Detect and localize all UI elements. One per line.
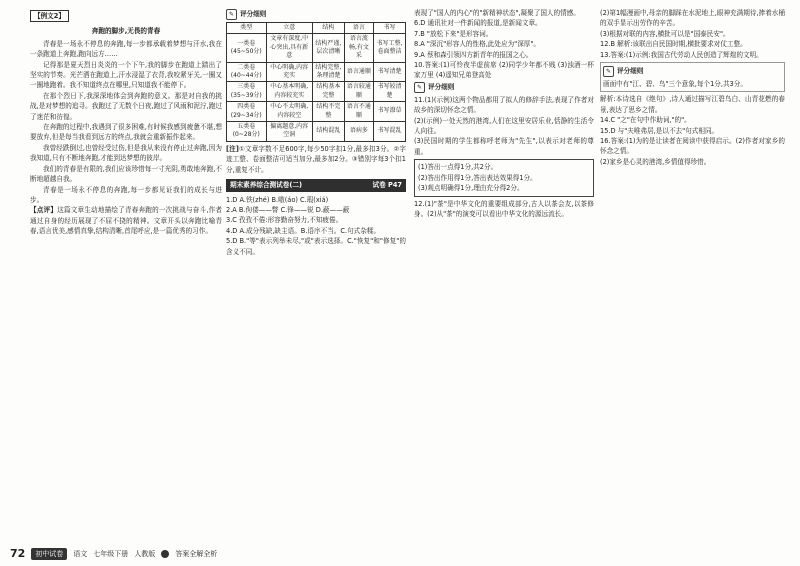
- table-cell: 结构基本完整: [312, 82, 344, 102]
- table-cell: 语言流畅,有文采: [344, 34, 373, 62]
- answer-item: (2)第1幅漫画中,母亲的脚踩在水泥地上,眼神充满期待,捧着水桶的双手显示出劳作的辛苦。: [600, 9, 785, 28]
- answer-item: 12.B 解析:该联出自民国时期,横批要求对仗工整。: [600, 40, 747, 49]
- table-cell: 中心明确,内容充实: [266, 62, 312, 82]
- scoring-item: (3)观点明确得1分,理由充分得2分。: [418, 184, 524, 193]
- answer-item: 1.D A.铁(zhé) B.嗷(áo) C.瑕(xiá): [226, 195, 329, 204]
- table-cell: 书写工整,卷面整洁: [374, 34, 406, 62]
- answer-column-3: [414, 8, 594, 219]
- answer-item: 10.答案:(1)可怜夜半虚前席 (2)同学少年都不贱 (3)浊酒一杯家万里 (4)遥知兄弟登高处: [414, 61, 594, 80]
- table-cell: 一类卷(45~50分): [227, 34, 267, 62]
- pen-icon: ✎: [603, 66, 614, 77]
- table-cell: 中心不太明确,内容较空: [266, 102, 312, 122]
- subject-label: 语文: [73, 549, 88, 558]
- answer-item: 5.D B."等"表示列举未尽,"或"表示选择。C."恢复"和"修复"的含义不同。: [226, 237, 406, 256]
- table-cell: 语言通顺: [344, 62, 373, 82]
- table-cell: 二类卷(40~44分): [227, 62, 267, 82]
- answer-item: 15.D 与"夫唯弗居,是以不去"句式相同。: [600, 126, 719, 135]
- table-cell: 结构不完整: [312, 102, 344, 122]
- note-label: [注]: [226, 144, 239, 153]
- table-note: [226, 144, 406, 175]
- answer-item: (3)民国时期的学生都称呼老师为"先生",以表示对老师的尊重。: [414, 137, 594, 156]
- scoring-column: [226, 8, 406, 257]
- scoring-item: (2)答出作用得1分,答出表达效果得1分。: [418, 173, 537, 182]
- table-header: 立意: [266, 23, 312, 34]
- answer-item: 2.A B.佝偻——瞥 C.锋——锐 D.蔽——蔽: [226, 205, 350, 214]
- answer-item: 16.答案:(1)为的是让读者在阅读中获得启示。(2)作者对家乡的怀念之情。: [600, 137, 785, 156]
- example-tag: 【例文2】: [30, 10, 69, 22]
- answer-badge: 答案全解全析: [175, 549, 218, 558]
- table-header-row: [227, 23, 406, 34]
- note-text: ①文章字数不足600字,每少50字扣1分,最多扣3分。②字迹工整、卷面整洁可适当加分,最多加2分。③错别字每3个扣1分,重复不计。: [226, 144, 406, 174]
- grade-label: 七年级下册: [93, 549, 129, 558]
- scoring-title: 评分细则: [428, 83, 455, 92]
- page-footer: [10, 547, 217, 560]
- answer-continuation: 表现了"国人的内心"的"新精神状态",凝聚了国人的情感。: [414, 9, 580, 17]
- essay-column: [30, 8, 222, 237]
- scoring-section-header: [414, 82, 594, 93]
- table-cell: 书写混乱: [374, 122, 406, 142]
- answer-item: 9.A 蔡和森引领四方新青年的报国之心。: [414, 50, 533, 59]
- comment-tag: 【点评】: [30, 206, 58, 215]
- scoring-box: [600, 62, 785, 92]
- table-cell: 书写潦草: [374, 102, 406, 122]
- table-row: [227, 34, 406, 62]
- essay-paragraph: 在那个烈日下,我深深地体会到奔跑的意义。那是对自我的挑战,是对梦想的追寻。我跑过了无数个日夜,跑过了风雨和泥泞,跑过了迷茫和彷徨。: [30, 91, 222, 121]
- answer-item: 3.C 孜孜不倦:形容勤奋努力,不知疲倦。: [226, 216, 343, 225]
- table-header: 书写: [374, 23, 406, 34]
- answer-item: (2)(示例)一处天然的港湾,人们在这里安居乐业,恬静的生活令人向往。: [414, 116, 594, 136]
- exam-title-bar: [226, 179, 406, 191]
- table-cell: 结构严谨,层次清晰: [312, 34, 344, 62]
- scoring-section-header: [603, 66, 782, 77]
- table-row: [227, 82, 406, 102]
- table-row: [227, 122, 406, 142]
- table-header: 结构: [312, 23, 344, 34]
- table-cell: 书写清楚: [374, 62, 406, 82]
- answer-item: 13.答案:(1)示例:我国古代劳动人民创造了辉煌的文明。: [600, 50, 763, 59]
- scoring-title: 评分细则: [240, 10, 267, 19]
- answer-column-4: [600, 8, 785, 167]
- essay-paragraph: 青春是一场永不停息的奔跑,每一步都见证我们的成长与进步。: [30, 185, 222, 204]
- answer-item: 11.(1)(示例)这两个物品都用了拟人的修辞手法,表现了作者对故乡的深切怀念之情。: [414, 95, 594, 115]
- table-header: 类型: [227, 23, 267, 34]
- table-row: [227, 102, 406, 122]
- table-cell: 文章有深度,中心突出,具有新意: [266, 34, 312, 62]
- table-cell: 四类卷(29~34分): [227, 102, 267, 122]
- table-cell: 结构完整,条理清楚: [312, 62, 344, 82]
- scoring-title: 评分细则: [617, 67, 644, 76]
- essay-paragraph: 我们的青春是有限的,我们应该珍惜每一寸光阴,勇敢地奔跑,不断地超越自我。: [30, 164, 222, 184]
- scoring-note: 画面中有"江、碧、鸟"三个意象,每个1分,共3分。: [603, 80, 747, 89]
- answer-item: 解析:本诗选自《绝句》,诗人通过描写江碧鸟白、山青花燃的春景,表达了思乡之情。: [600, 95, 785, 114]
- table-cell: 结构混乱: [312, 122, 344, 142]
- page-number: 72: [10, 547, 26, 560]
- scoring-box: [414, 159, 594, 196]
- essay-title: 奔跑的脚步,无畏的青春: [91, 27, 161, 36]
- table-cell: 语病多: [344, 122, 373, 142]
- scoring-section-header: [226, 9, 406, 20]
- table-cell: 中心基本明确,内容较充实: [266, 82, 312, 102]
- comment-text: 这篇文章生动地描绘了青春奔跑的一次挑战与奋斗,作者通过自身的经历展现了不屈不挠的精神。文章开头以奔跑比喻青春,语言优美,感情真挚,结构清晰,首尾呼应,是一篇优秀的习作。: [30, 206, 222, 236]
- table-cell: 五类卷(0~28分): [227, 122, 267, 142]
- table-cell: 三类卷(35~39分): [227, 82, 267, 102]
- essay-comment: [30, 205, 222, 236]
- answer-item: (3)根据对联的内容,横批可以是"国泰民安"。: [600, 29, 730, 38]
- answer-item: 14.C "之"在句中作助词,"的"。: [600, 116, 691, 125]
- answer-item: 4.D A.成分残缺,缺主语。B.语序不当。C.句式杂糅。: [226, 226, 381, 235]
- answer-item: 8.A "深沉"形容人的性格,此处应为"深厚"。: [414, 40, 541, 49]
- pen-icon: ✎: [414, 82, 425, 93]
- answer-item: (2)家乡是心灵的港湾,乡情值得珍惜。: [600, 157, 711, 166]
- essay-paragraph: 青春是一场永不停息的奔跑,每一步都承载着梦想与汗水,我在一条跑道上奔跑,跑向远方……: [30, 39, 222, 59]
- table-cell: 语言较通顺: [344, 82, 373, 102]
- exam-title: 期末素养综合测试卷(二): [230, 181, 302, 190]
- answer-item: 7.B "放松下来"是形容词。: [414, 29, 493, 38]
- badge-dot-icon: [161, 550, 169, 558]
- table-cell: 书写较清楚: [374, 82, 406, 102]
- table-cell: 偏离题意,内容空洞: [266, 122, 312, 142]
- brand-label: 初中试卷: [31, 548, 67, 560]
- essay-paragraph: 记得那是夏天烈日炎炎的一个下午,我的脚步在跑道上踏出了坚实的节奏。光芒洒在跑道上,汗水浸湿了衣背,我咬紧牙关,一圈又一圈地跑着。我不知道终点在哪里,只知道我不能停下。: [30, 60, 222, 90]
- table-cell: 语言不通顺: [344, 102, 373, 122]
- pen-icon: ✎: [226, 9, 237, 20]
- essay-paragraph: 我曾经跌倒过,也曾经受过伤,但是我从来没有停止过奔跑,因为我知道,只有不断地奔跑,才能到达梦想的彼岸。: [30, 143, 222, 163]
- table-row: [227, 62, 406, 82]
- answer-item: 12.(1)"茶"是中华文化的重要组成部分,古人以茶会友,以茶修身。(2)从"茶"的演变可以看出中华文化的源远流长。: [414, 199, 594, 218]
- scoring-table: [226, 22, 406, 142]
- scoring-item: (1)答出一点得1分,共2分。: [418, 163, 498, 172]
- answer-item: 6.D 通讯社对一件新闻的报道,是新闻文章。: [414, 19, 542, 28]
- essay-paragraph: 在奔跑的过程中,我遇到了很多困难,有时候我感到疲惫不堪,想要放弃,但是每当我看到远方的终点,我就会重新振作起来。: [30, 123, 222, 142]
- edition-label: 人教版: [134, 549, 156, 558]
- table-header: 语言: [344, 23, 373, 34]
- exam-page-ref: 试卷 P47: [372, 181, 402, 190]
